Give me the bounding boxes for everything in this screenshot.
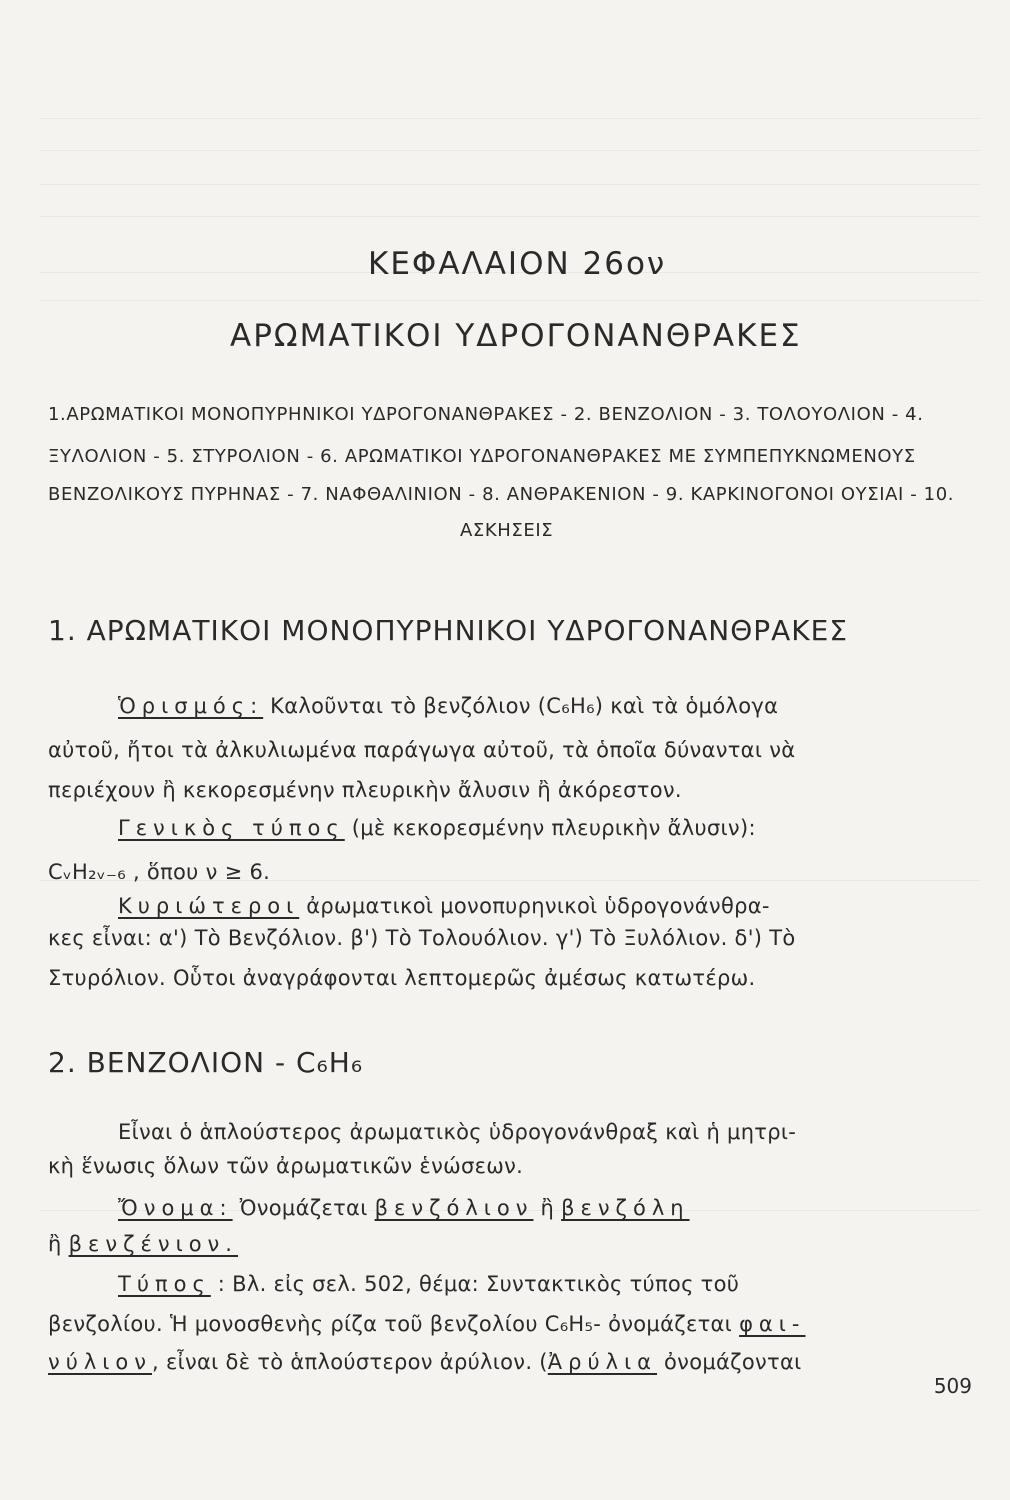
type-text: βενζολίου. Ἡ μονοσθενὴς ρίζα τοῦ βενζολίου C₆H₅- ὀνομάζεται bbox=[48, 1312, 733, 1336]
section-heading: 1. ΑΡΩΜΑΤΙΚΟΙ ΜΟΝΟΠΥΡΗΝΙΚΟΙ ΥΔΡΟΓΟΝΑΝΘΡΑΚΕΣ bbox=[48, 614, 849, 647]
definition-line bbox=[118, 694, 778, 718]
general-formula-term: Γενικὸς τύπος bbox=[118, 816, 345, 840]
definition-line: περιέχουν ἢ κεκορεσμένην πλευρικὴν ἄλυσιν ἢ ἀκόρεστον. bbox=[48, 778, 682, 802]
type-term: νύλιον bbox=[48, 1350, 152, 1374]
type-text: , εἶναι δὲ τὸ ἁπλούστερον ἀρύλιον. ( bbox=[152, 1350, 548, 1374]
type-text: ὀνομάζονται bbox=[664, 1350, 802, 1374]
type-line bbox=[48, 1350, 802, 1374]
name-variant: βενζένιον. bbox=[68, 1232, 238, 1256]
type-term: φαι- bbox=[739, 1312, 806, 1336]
name-or: ἢ bbox=[540, 1196, 555, 1220]
general-formula: CᵥH₂ᵥ₋₆ , ὅπου ν ≥ 6. bbox=[48, 860, 271, 884]
main-members-line: Στυρόλιον. Οὗτοι ἀναγράφονται λεπτομερῶς ἀμέσως κατωτέρω. bbox=[48, 966, 756, 990]
type-line bbox=[48, 1312, 805, 1336]
name-or: ἢ bbox=[48, 1232, 62, 1256]
page-number: 509 bbox=[933, 1374, 972, 1398]
name-variant: βενζόλη bbox=[561, 1196, 690, 1220]
definition-text: Καλοῦνται τὸ βενζόλιον (C₆H₆) καὶ τὰ ὁμόλογα bbox=[270, 694, 779, 718]
toc-line: ΒΕΝΖΟΛΙΚΟΥΣ ΠΥΡΗΝΑΣ - 7. ΝΑΦΘΑΛΙΝΙΟΝ - 8. ΑΝΘΡΑΚΕΝΙΟΝ - 9. ΚΑΡΚΙΝΟΓΟΝΟΙ ΟΥΣΙΑΙ - 10. bbox=[48, 484, 955, 505]
type-term: Τύπος bbox=[118, 1272, 211, 1296]
type-line bbox=[118, 1272, 739, 1296]
main-members-text: ἀρωματικοὶ μονοπυρηνικοὶ ὑδρογονάνθρα- bbox=[306, 894, 770, 918]
name-line bbox=[48, 1232, 238, 1256]
toc-line: 1.ΑΡΩΜΑΤΙΚΟΙ ΜΟΝΟΠΥΡΗΝΙΚΟΙ ΥΔΡΟΓΟΝΑΝΘΡΑΚΕΣ - 2. ΒΕΝΖΟΛΙΟΝ - 3. ΤΟΛΟΥΟΛΙΟΝ - 4. bbox=[48, 404, 924, 425]
general-formula-text: (μὲ κεκορεσμένην πλευρικὴν ἄλυσιν): bbox=[351, 816, 756, 840]
definition-line: αὐτοῦ, ἤτοι τὰ ἀλκυλιωμένα παράγωγα αὐτοῦ, τὰ ὁποῖα δύνανται νὰ bbox=[48, 738, 796, 762]
definition-term: Ὁρισμός: bbox=[118, 694, 264, 718]
toc-line: ΑΣΚΗΣΕΙΣ bbox=[460, 520, 554, 541]
paragraph-line: Εἶναι ὁ ἁπλούστερος ἀρωματικὸς ὑδρογονάνθραξ καὶ ἡ μητρι- bbox=[118, 1120, 797, 1144]
paragraph-line: κὴ ἕνωσις ὅλων τῶν ἀρωματικῶν ἑνώσεων. bbox=[48, 1154, 524, 1178]
main-members-line bbox=[118, 894, 770, 918]
name-text: Ὀνομάζεται bbox=[239, 1196, 368, 1220]
chapter-subtitle: ΑΡΩΜΑΤΙΚΟΙ ΥΔΡΟΓΟΝΑΝΘΡΑΚΕΣ bbox=[230, 318, 802, 354]
name-term: Ὄνομα: bbox=[118, 1196, 233, 1220]
type-text: : Βλ. εἰς σελ. 502, θέμα: Συντακτικὸς τύπος τοῦ bbox=[217, 1272, 740, 1296]
name-line bbox=[118, 1196, 690, 1220]
main-members-line: κες εἶναι: α') Τὸ Βενζόλιον. β') Τὸ Τολουόλιον. γ') Τὸ Ξυλόλιον. δ') Τὸ bbox=[48, 926, 796, 950]
general-formula-line bbox=[118, 816, 756, 840]
main-members-term: Κυριώτεροι bbox=[118, 894, 300, 918]
type-term: Ἀρύλια bbox=[547, 1350, 658, 1374]
name-variant: βενζόλιον bbox=[374, 1196, 534, 1220]
section-heading: 2. ΒΕΝΖΟΛΙΟΝ - C₆H₆ bbox=[48, 1046, 364, 1079]
chapter-title: ΚΕΦΑΛΑΙΟΝ 26ον bbox=[368, 246, 667, 282]
toc-line: ΞΥΛΟΛΙΟΝ - 5. ΣΤΥΡΟΛΙΟΝ - 6. ΑΡΩΜΑΤΙΚΟΙ ΥΔΡΟΓΟΝΑΝΘΡΑΚΕΣ ΜΕ ΣΥΜΠΕΠΥΚΝΩΜΕΝΟΥΣ bbox=[48, 446, 916, 467]
